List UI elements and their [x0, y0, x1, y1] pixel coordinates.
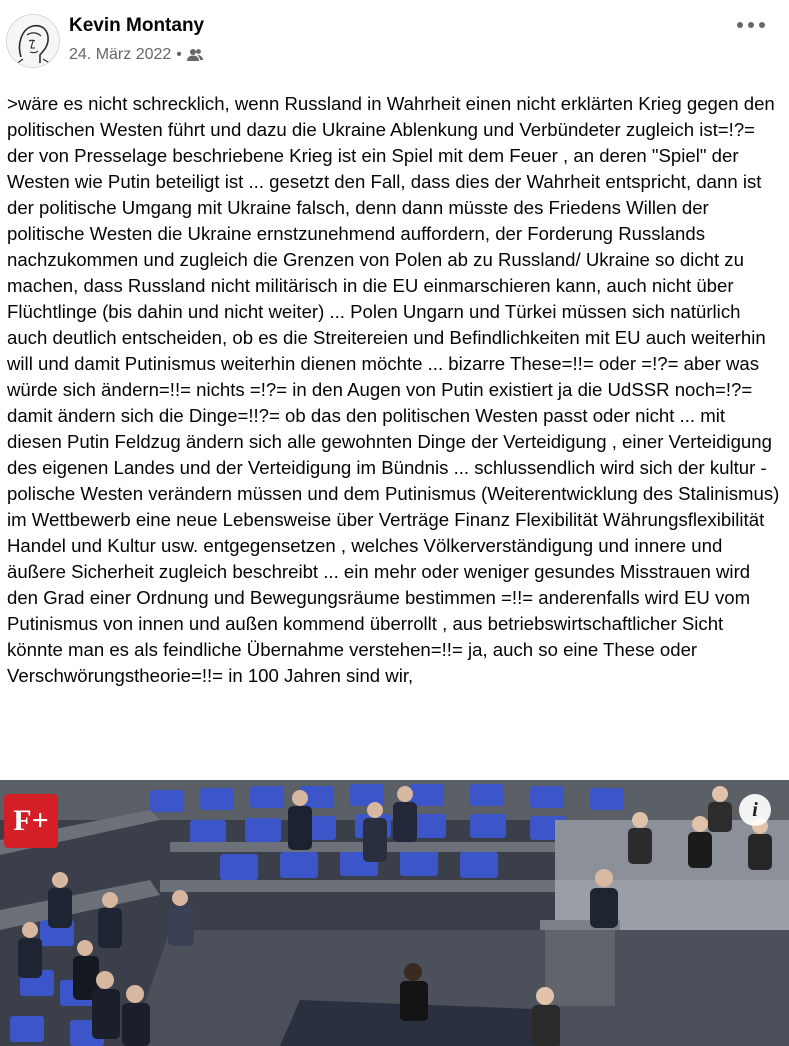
more-options-icon[interactable] [737, 18, 765, 32]
friends-icon[interactable] [187, 48, 203, 62]
author-name[interactable]: Kevin Montany [69, 15, 205, 36]
post-date[interactable]: 24. März 2022 [69, 46, 172, 63]
f-plus-badge-label[interactable]: F+ [13, 804, 49, 837]
post-header [0, 0, 789, 80]
bundestag-photo [0, 780, 789, 1046]
post-meta [69, 46, 203, 64]
avatar-sketch-icon [7, 15, 59, 67]
avatar[interactable] [6, 14, 60, 68]
post-photo[interactable] [0, 780, 789, 1046]
meta-separator: • [176, 46, 182, 63]
info-icon[interactable]: i [752, 799, 758, 821]
post-text: >wäre es nicht schrecklich, wenn Russland in Wahrheit einen nicht erklärten Krieg gegen den politischen Westen führt und dazu die Ukraine Ablenkung und Verbündeter zugleich ist=!?= der von Presselage beschriebene Krieg ist ein Spiel mit dem Feuer , an deren "Spiel" der Westen wie Putin beteiligt ist ... gesetzt den Fall, dass dies der Wahrheit entspricht, dann ist der politische Umgang mit Ukraine falsch, denn dann müsste des Friedens Willen der politische Westen die Ukraine ernstzunehmend auffordern, der Forderung Russlands nachzukommen und zugleich die Grenzen von Polen ab zu Russland/ Ukraine so dicht zu machen, dass Russland nicht militärisch in die EU einmarschieren kann, auch nicht über Flüchtlinge (bis dahin und nicht weiter) ... Polen Ungarn und Türkei müssen sich natürlich auch deutlich entscheiden, ob es die Streitereien und Befindlichkeiten mit EU auch weiterhin will und damit Putinismus weiterhin dienen möchte ... bizarre These=!!= oder =!?= aber was würde sich ändern=!!= nichts =!?= in den Augen von Putin existiert ja die UdSSR noch=!?= damit ändern sich die Dinge=!!?= ob das den politischen Westen passt oder nicht ... mit diesen Putin Feldzug ändern sich alle gewohnten Dinge der Verteidigung , einer Verteidigung des eigenen Landes und der Verteidigung im Bündnis ... schlussendlich wird sich der kultur - polische Westen verändern müssen und dem Putinismus (Weiterentwicklung des Stalinismus) im Wettbewerb eine neue Lebensweise über Verträge Finanz Flexibilität Währungsflexibilität Handel und Kultur usw. entgegensetzen , welches Völkerverständigung und innere und äußere Sicherheit zugleich beschreibt ... ein mehr oder weniger gesundes Misstrauen wird den Grad einer Ordnung und Bewegungsräume bestimmen =!!= anderenfalls wird EU vom Putinismus von innen und außen kommend überrollt , aus betriebswirtschaftlicher Sicht könnte man es als feindliche Übernahme verstehen=!!= ja, auch so eine These oder Verschwörungstheorie=!!= in 100 Jahren sind wir, [7, 93, 780, 686]
